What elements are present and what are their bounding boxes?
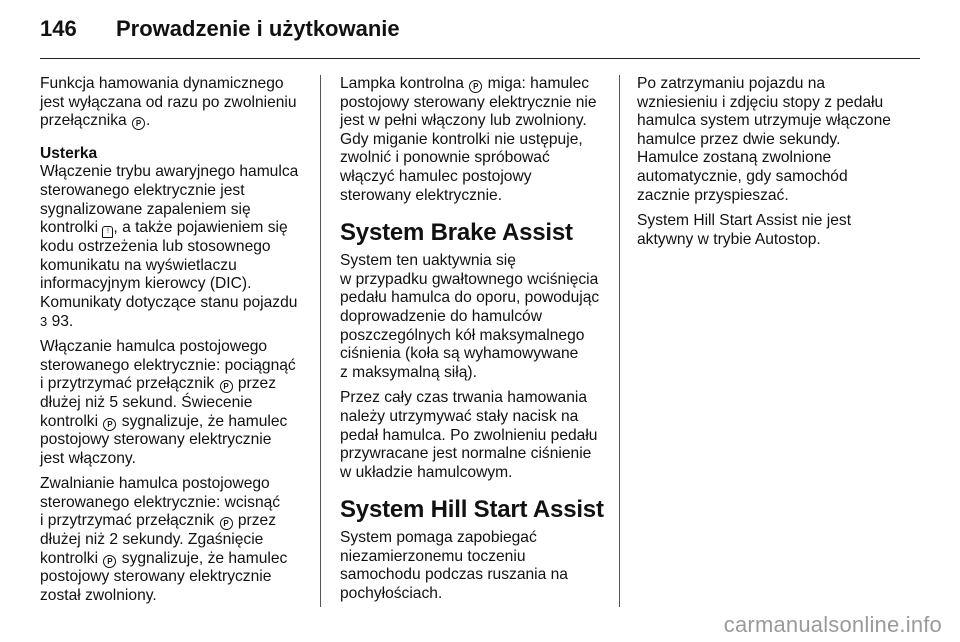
column-1 bbox=[40, 75, 308, 612]
hill-stop-paragraph: Po zatrzymaniu pojazdu na wzniesieniu i zdjęciu stopy z pedału hamulca system utrzymuje włączone hamulce przez dwie sekundy. Hamulce zostaną zwolnione automatycznie, gdy samochód zacznie przyspieszać. bbox=[637, 75, 891, 204]
parking-brake-icon: P bbox=[220, 380, 233, 393]
dynamic-braking-paragraph: Funkcja hamowania dynamicznego jest wyłączana od razu po zwolnieniu przełącznika P . bbox=[40, 75, 297, 130]
apply-brake-paragraph: Włączanie hamulca postojowego sterowanego elektrycznie: pociągnąć i przytrzymać przełącznik P przez dłużej niż 5 sekund. Świecenie kontrolki P sygnalizuje, że hamulec postojowy sterowany elektrycznie jest włączony. bbox=[40, 338, 296, 467]
brake-pressure-paragraph: Przez cały czas trwania hamowania należy utrzymywać stały nacisk na pedał hamulca. Po zwolnieniu pedału przywracane jest normalne ciśnienie w układzie hamulcowym. bbox=[340, 389, 598, 481]
hill-start-heading: System Hill Start Assist bbox=[340, 496, 604, 524]
warning-icon: ! bbox=[102, 226, 113, 238]
control-lamp-paragraph: Lampka kontrolna P miga: hamulec postojowy sterowany elektrycznie nie jest w pełni włączony lub zwolniony. Gdy miganie kontrolki nie ustępuje, zwolnić i ponownie spróbować włączyć hamulec postojowy sterowany elektrycznie. bbox=[340, 75, 597, 204]
brake-assist-heading: System Brake Assist bbox=[340, 219, 573, 247]
header-rule bbox=[40, 58, 920, 59]
page-title: Prowadzenie i użytkowanie bbox=[116, 16, 400, 41]
column-divider bbox=[320, 75, 321, 607]
hill-start-paragraph: System pomaga zapobiegać niezamierzonemu toczeniu samochodu podczas ruszania na pochyłościach. bbox=[340, 529, 568, 603]
fault-paragraph: Włączenie trybu awaryjnego hamulca sterowanego elektrycznie jest sygnalizowane zapaleniem się kontrolki ! , a także pojawieniem się kodu ostrzeżenia lub stosownego komunikatu na wyświetlaczu informacyjnym kierowcy (DIC). Komunikaty dotyczące stanu pojazdu 3 93. bbox=[40, 163, 299, 330]
watermark: carmanualsonline.info bbox=[723, 612, 942, 637]
parking-brake-icon: P bbox=[103, 555, 116, 568]
page-header bbox=[40, 16, 920, 48]
reference-arrow-icon: 3 bbox=[40, 313, 48, 329]
page-reference-link[interactable]: 93. bbox=[51, 312, 74, 330]
parking-brake-icon: P bbox=[103, 418, 116, 431]
page-number: 146 bbox=[40, 16, 77, 41]
fault-heading: Usterka bbox=[40, 144, 98, 162]
release-brake-paragraph: Zwalnianie hamulca postojowego sterowanego elektrycznie: wcisnąć i przytrzymać przełącznik P przez dłużej niż 2 sekundy. Zgaśnięcie kontrolki P sygnalizuje, że hamulec postojowy sterowany elektrycznie został zwolniony. bbox=[40, 475, 288, 604]
parking-brake-icon: P bbox=[220, 517, 233, 530]
column-3 bbox=[637, 75, 907, 256]
parking-brake-icon: P bbox=[132, 117, 145, 130]
brake-assist-paragraph: System ten uaktywnia się w przypadku gwałtownego wciśnięcia pedału hamulca do oporu, powodując doprowadzenie do hamulców poszczególnych kół maksymalnego ciśnienia (koła są wyhamowywane z maksymalną siłą). bbox=[340, 252, 600, 381]
autostop-paragraph: System Hill Start Assist nie jest aktywny w trybie Autostop. bbox=[637, 212, 852, 248]
parking-brake-icon: P bbox=[469, 80, 482, 93]
column-divider bbox=[619, 75, 620, 607]
column-2 bbox=[340, 75, 608, 611]
